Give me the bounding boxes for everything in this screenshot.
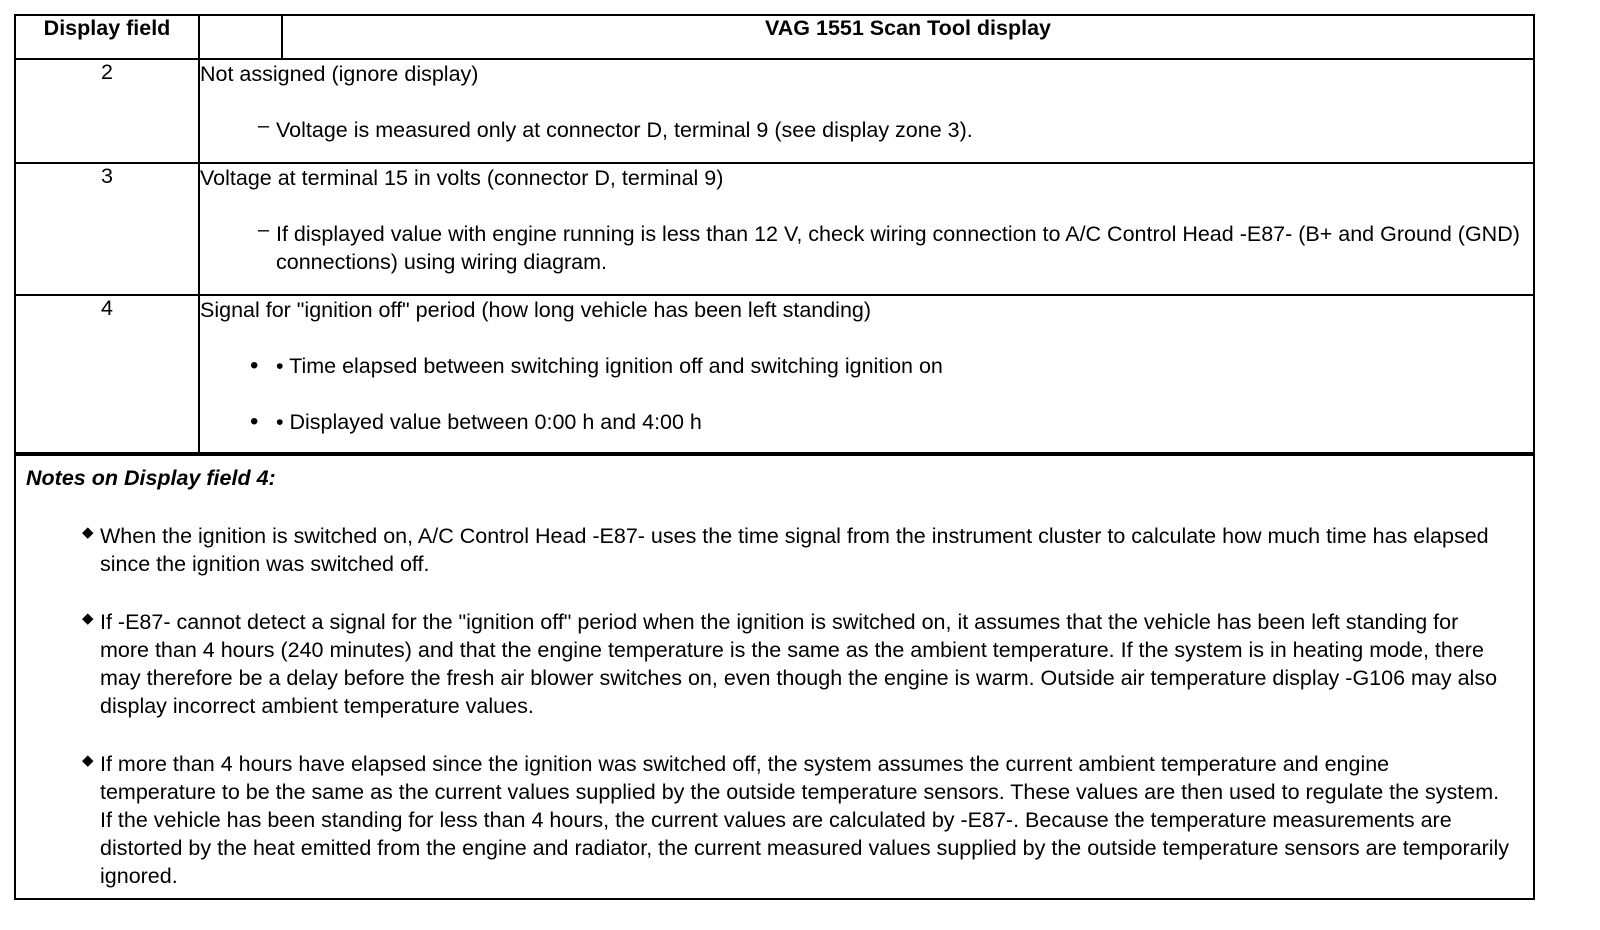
header-scan-tool-display: VAG 1551 Scan Tool display [282, 16, 1533, 59]
header-empty-cell [199, 16, 282, 59]
row-detail-text: If displayed value with engine running is less than 12 V, check wiring connection to A/C Control Head -E87- (B+ and Ground (GND) connections) using wiring diagram. [276, 222, 1520, 274]
diamond-bullet-icon: ◆ [82, 524, 94, 541]
dash-marker: – [258, 115, 270, 137]
table-header-row [16, 16, 1533, 59]
bullet-item [200, 352, 1533, 380]
document-table-container [14, 14, 1535, 900]
row-detail [200, 220, 1533, 276]
row-detail [200, 116, 1533, 144]
bullet-icon: • [250, 408, 259, 435]
diamond-bullet-icon: ◆ [82, 752, 94, 769]
table-row [16, 163, 1533, 295]
field-number: 4 [16, 295, 199, 453]
bullet-text: • Displayed value between 0:00 h and 4:00 h [276, 410, 702, 434]
note-text: If -E87- cannot detect a signal for the "ignition off" period when the ignition is switched on, it assumes that the vehicle has been left standing for more than 4 hours (240 minutes) and that the engine temperature is the same as the ambient temperature. If the system is in heating mode, there may therefore be a delay before the fresh air blower switches on, even though the engine is warm. Outside air temperature display -G106 may also display incorrect ambient temperature values. [100, 610, 1498, 718]
field-description [199, 59, 1533, 163]
field-number: 2 [16, 59, 199, 163]
table-row [16, 295, 1533, 453]
field-number: 3 [16, 163, 199, 295]
bullet-icon: • [250, 352, 259, 379]
note-item [26, 750, 1511, 890]
bullet-text: • Time elapsed between switching ignition off and switching ignition on [276, 354, 943, 378]
display-field-table [16, 16, 1533, 454]
dash-marker: – [258, 219, 270, 241]
row-detail-text: Voltage is measured only at connector D, terminal 9 (see display zone 3). [276, 118, 973, 142]
row-main-text: Voltage at terminal 15 in volts (connector D, terminal 9) [200, 166, 724, 190]
note-text: When the ignition is switched on, A/C Control Head -E87- uses the time signal from the instrument cluster to calculate how much time has elapsed since the ignition was switched off. [100, 524, 1489, 576]
field-description [199, 295, 1533, 453]
table-row [16, 59, 1533, 163]
header-display-field: Display field [16, 16, 199, 59]
note-text: If more than 4 hours have elapsed since the ignition was switched off, the system assumes the current ambient temperature and engine temperature to be the same as the current values supplied by the outside temperature sensors. These values are then used to regulate the system. If the vehicle has been standing for less than 4 hours, the current values are calculated by -E87-. Because the temperature measurements are distorted by the heat emitted from the engine and radiator, the current measured values supplied by the outside temperature sensors are temporarily ignored. [100, 752, 1510, 888]
notes-title: Notes on Display field 4: [26, 466, 276, 490]
bullet-item [200, 408, 1533, 436]
note-item [26, 608, 1511, 720]
diamond-bullet-icon: ◆ [82, 610, 94, 627]
row-main-text: Not assigned (ignore display) [200, 62, 479, 86]
notes-section [16, 454, 1533, 898]
field-description [199, 163, 1533, 295]
row-main-text: Signal for "ignition off" period (how long vehicle has been left standing) [200, 298, 872, 322]
note-item [26, 522, 1511, 578]
